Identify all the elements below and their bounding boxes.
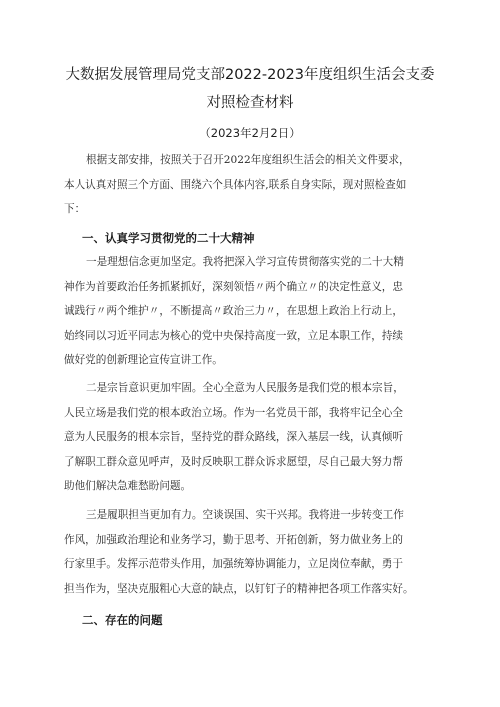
section-heading-1: 一、认真学习贯彻党的二十大精神 bbox=[82, 231, 255, 245]
paragraph-line: 神作为首要政治任务抓紧抓好，深刻领悟〃两个确立〃的决定性意义，忠 bbox=[64, 280, 403, 293]
paragraph-line: 人民立场是我们党的根本政治立场。作为一名党员干部，我将牢记全心全 bbox=[64, 406, 403, 419]
paragraph-line: 助他们解决急难愁盼问题。 bbox=[64, 480, 192, 493]
paragraph-line: 始终同以习近平同志为核心的党中央保持高度一致，立足本职工作，持续 bbox=[64, 329, 403, 342]
paragraph-1 bbox=[64, 250, 440, 373]
paragraph-line: 二是宗旨意识更加牢固。全心全意为人民服务是我们党的根本宗旨， bbox=[86, 382, 404, 394]
paragraph-line: 担当作为，坚决克服粗心大意的缺点，以钉钉子的精神把各项工作落实好。 bbox=[64, 582, 414, 595]
section-heading-2: 二、存在的问题 bbox=[82, 613, 163, 627]
paragraph-line: 行家里手。发挥示范带头作用，加强统筹协调能力，立足岗位奉献，勇于 bbox=[64, 558, 403, 571]
paragraph-2 bbox=[64, 376, 440, 499]
document-title-line-1: 大数据发展管理局党支部2022-2023年度组织生活会支委 bbox=[65, 67, 435, 83]
intro-line: 本人认真对照三个方面、围绕六个具体内容,联系自身实际，现对照检查如 bbox=[64, 178, 407, 191]
paragraph-line: 意为人民服务的根本宗旨，坚持党的群众路线，深入基层一线，认真倾听 bbox=[64, 431, 403, 444]
document-title-line-2: 对照检查材料 bbox=[206, 95, 294, 111]
paragraph-line: 了解职工群众意见呼声，及时反映职工群众诉求愿望，尽自己最大努力帮 bbox=[64, 455, 403, 468]
paragraph-line: 作风，加强政治理论和业务学习，勤于思考、开拓创新，努力做业务上的 bbox=[64, 533, 403, 546]
intro-paragraph bbox=[64, 148, 440, 222]
paragraph-line: 三是履职担当更加有力。空谈误国、实干兴邦。我将进一步转变工作 bbox=[86, 509, 404, 521]
document-date: （2023年2月2日） bbox=[199, 126, 301, 140]
intro-line: 根据支部安排，按照关于召开2022年度组织生活会的相关文件要求， bbox=[86, 154, 410, 166]
paragraph-line: 做好党的创新理论宣传宣讲工作。 bbox=[64, 354, 223, 367]
paragraph-line: 诚践行〃两个维护〃，不断提高〃政治三力〃，在思想上政治上行动上， bbox=[64, 305, 403, 318]
paragraph-line: 一是理想信念更加坚定。我将把深入学习宣传贯彻落实党的二十大精 bbox=[86, 256, 404, 268]
paragraph-3 bbox=[64, 503, 440, 601]
intro-line: 下： bbox=[64, 203, 86, 216]
